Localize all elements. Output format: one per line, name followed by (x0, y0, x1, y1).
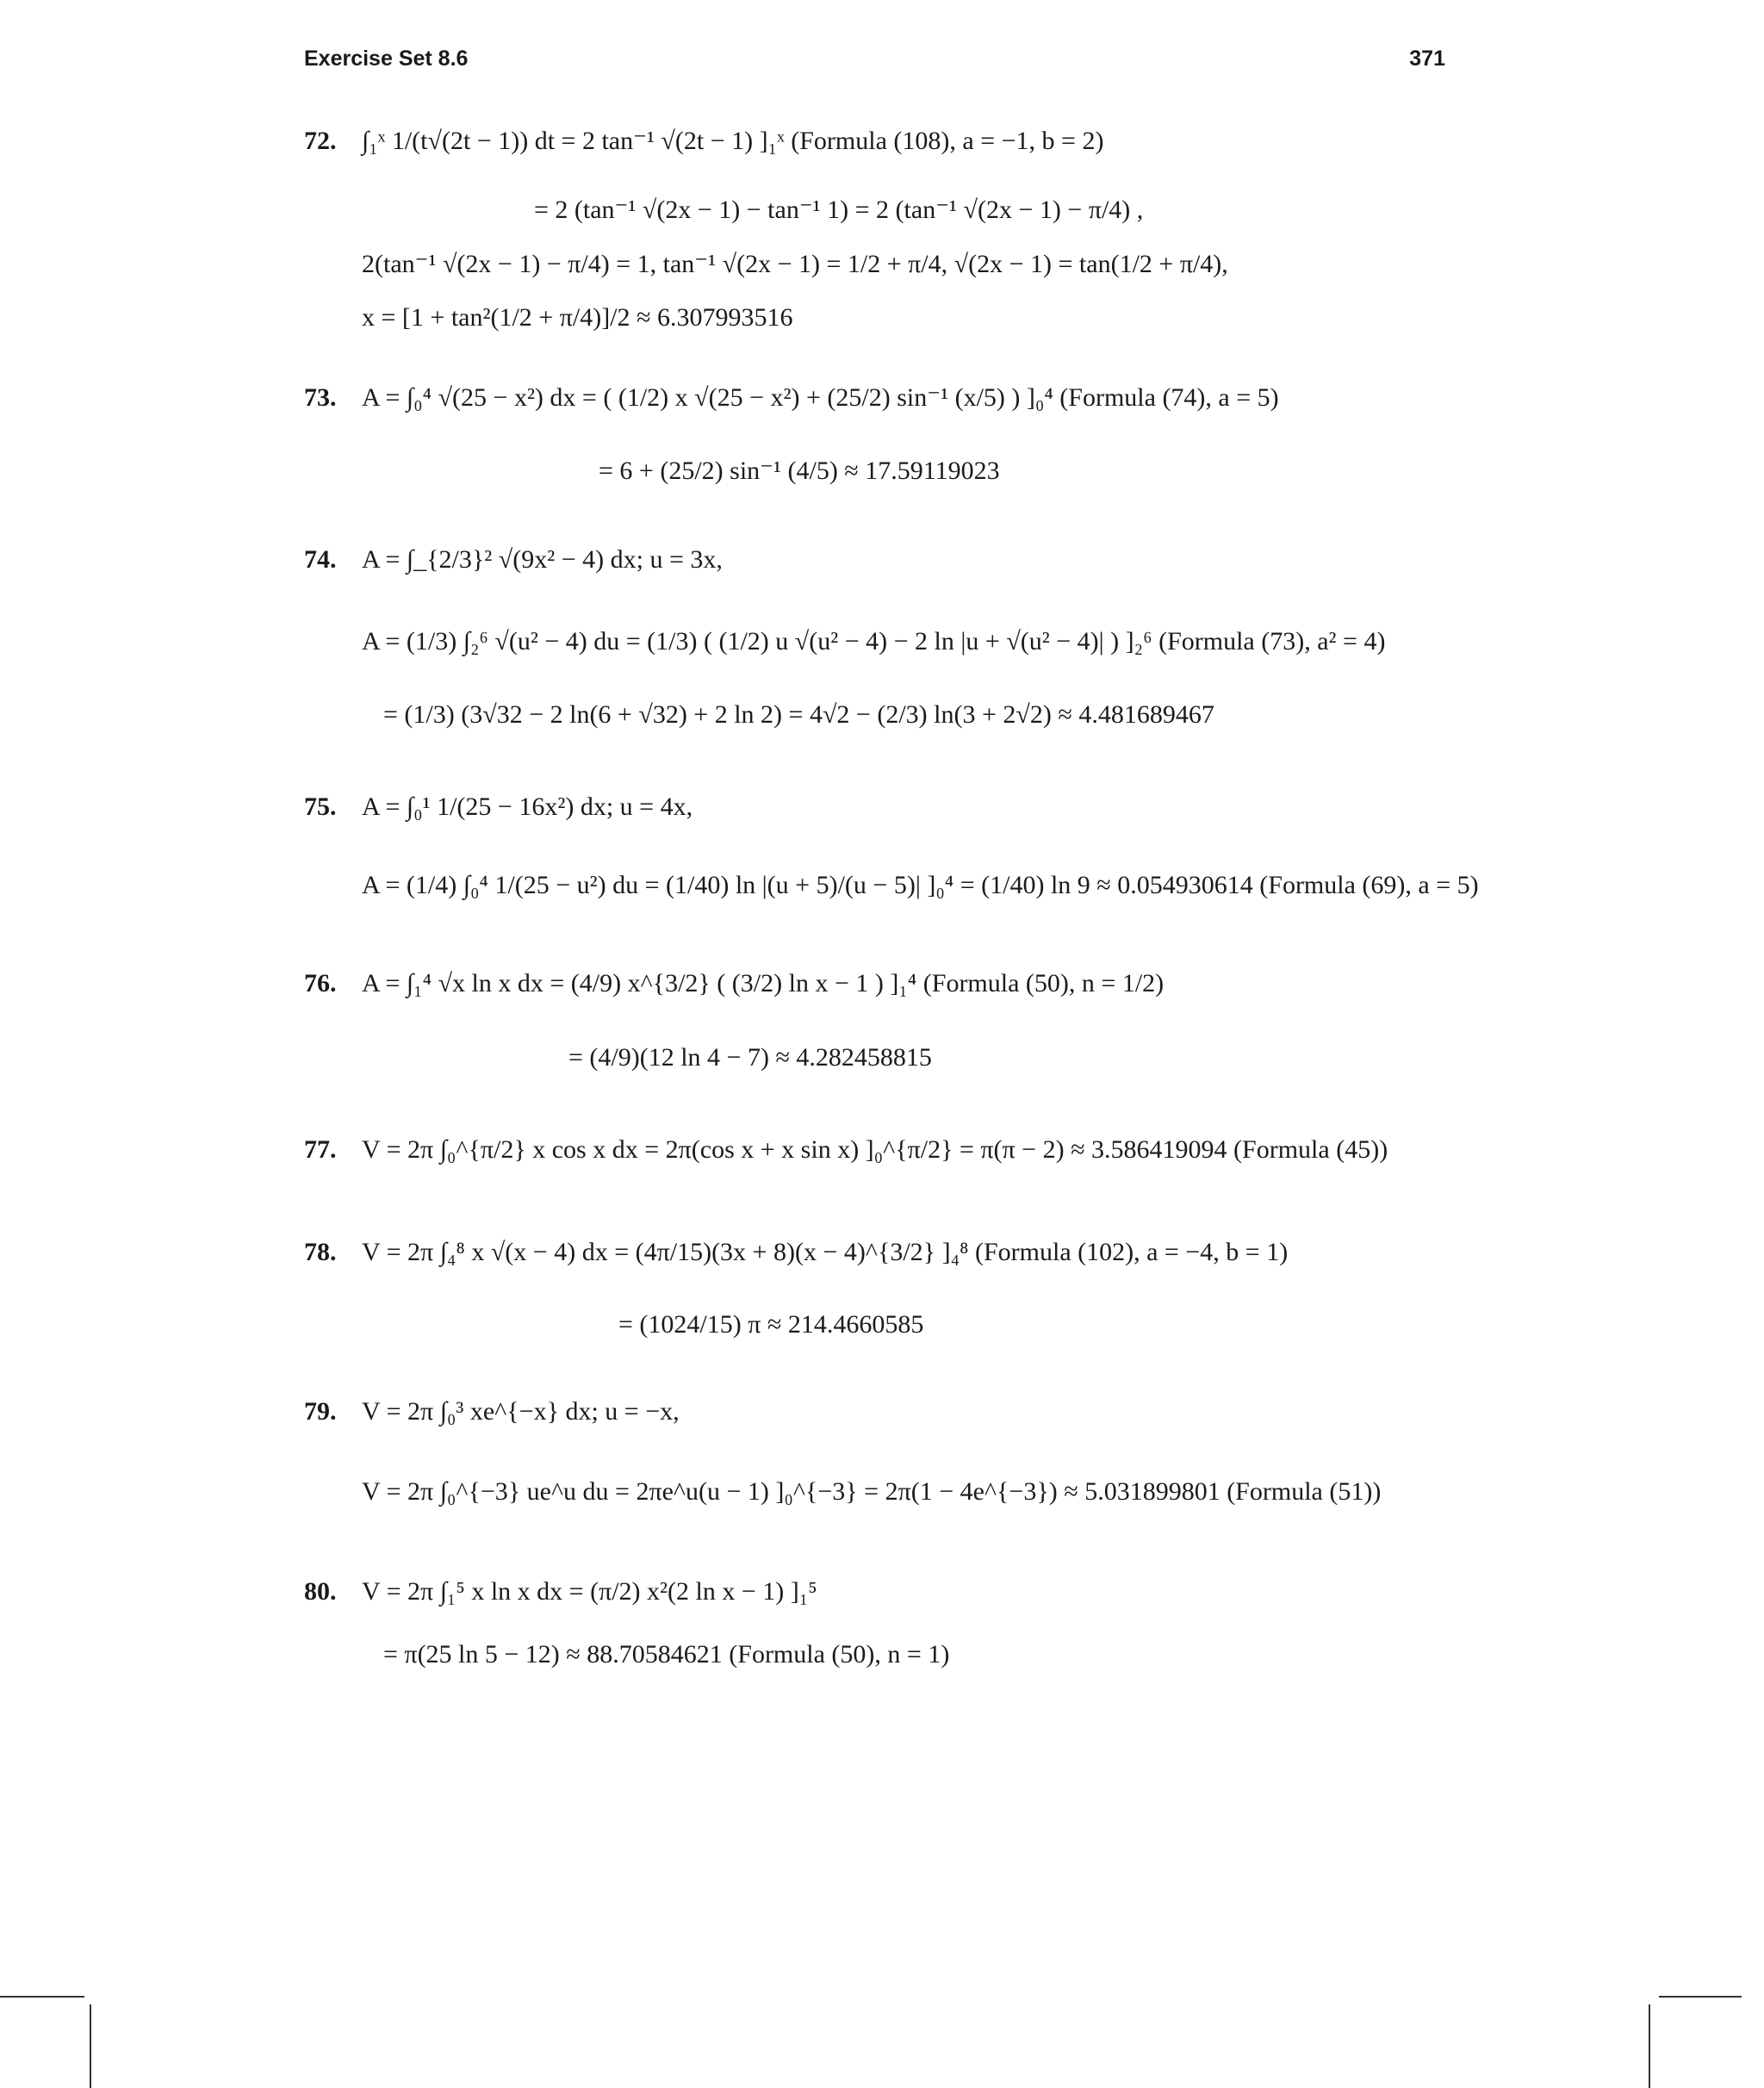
exercise-number: 77. (304, 1135, 337, 1164)
page-header (304, 47, 1445, 81)
equation-line: V = 2π ∫₁⁵ x ln x dx = (π/2) x²(2 ln x − 1) ]₁⁵ (362, 1577, 817, 1606)
crop-mark (1649, 2004, 1650, 2088)
equation-line: = (1/3) (3√32 − 2 ln(6 + √32) + 2 ln 2) = 4√2 − (2/3) ln(3 + 2√2) ≈ 4.481689467 (383, 700, 1214, 729)
exercise-number: 79. (304, 1397, 337, 1426)
equation-line: A = ∫₀¹ 1/(25 − 16x²) dx; u = 4x, (362, 792, 693, 821)
equation-line: ∫₁ˣ 1/(t√(2t − 1)) dt = 2 tan⁻¹ √(2t − 1) ]₁ˣ (Formula (108), a = −1, b = 2) (362, 127, 1104, 155)
crop-mark (1659, 1996, 1742, 1998)
equation-line: A = (1/4) ∫₀⁴ 1/(25 − u²) du = (1/40) ln |(u + 5)/(u − 5)| ]₀⁴ = (1/40) ln 9 ≈ 0.054930614 (Formula (69), a = 5) (362, 871, 1479, 899)
exercise-number: 75. (304, 792, 337, 821)
equation-line: A = ∫_{2/3}² √(9x² − 4) dx; u = 3x, (362, 545, 723, 574)
exercise-number: 76. (304, 969, 337, 997)
equation-line: = π(25 ln 5 − 12) ≈ 88.70584621 (Formula (50), n = 1) (383, 1640, 950, 1669)
crop-mark (90, 2004, 91, 2088)
equation-line: A = (1/3) ∫₂⁶ √(u² − 4) du = (1/3) ( (1/2) u √(u² − 4) − 2 ln |u + √(u² − 4)| ) ]₂⁶ (Formula (73), a² = 4) (362, 627, 1386, 656)
equation-line: = 2 (tan⁻¹ √(2x − 1) − tan⁻¹ 1) = 2 (tan⁻¹ √(2x − 1) − π/4) , (534, 196, 1144, 224)
exercise-number: 80. (304, 1577, 337, 1606)
exercise-number: 74. (304, 545, 337, 574)
equation-line: 2(tan⁻¹ √(2x − 1) − π/4) = 1, tan⁻¹ √(2x − 1) = 1/2 + π/4, √(2x − 1) = tan(1/2 + π/4), (362, 250, 1228, 278)
crop-mark (0, 1996, 84, 1998)
exercise-number: 73. (304, 383, 337, 412)
equation-line: = (1024/15) π ≈ 214.4660585 (618, 1310, 924, 1339)
equation-line: V = 2π ∫₄⁸ x √(x − 4) dx = (4π/15)(3x + 8)(x − 4)^{3/2} ]₄⁸ (Formula (102), a = −4, b = 1) (362, 1238, 1289, 1266)
equation-line: = (4/9)(12 ln 4 − 7) ≈ 4.282458815 (568, 1043, 932, 1072)
exercise-number: 72. (304, 127, 337, 155)
section-title: Exercise Set 8.6 (304, 47, 469, 71)
equation-line: V = 2π ∫₀^{−3} ue^u du = 2πe^u(u − 1) ]₀^{−3} = 2π(1 − 4e^{−3}) ≈ 5.031899801 (Formula (51)) (362, 1477, 1382, 1506)
equation-line: x = [1 + tan²(1/2 + π/4)]/2 ≈ 6.307993516 (362, 303, 793, 332)
equation-line: A = ∫₀⁴ √(25 − x²) dx = ( (1/2) x √(25 − x²) + (25/2) sin⁻¹ (x/5) ) ]₀⁴ (Formula (74), a = 5) (362, 383, 1279, 412)
equation-line: V = 2π ∫₀³ xe^{−x} dx; u = −x, (362, 1397, 680, 1426)
equation-line: A = ∫₁⁴ √x ln x dx = (4/9) x^{3/2} ( (3/2) ln x − 1 ) ]₁⁴ (Formula (50), n = 1/2) (362, 969, 1165, 997)
exercise-number: 78. (304, 1238, 337, 1266)
equation-line: V = 2π ∫₀^{π/2} x cos x dx = 2π(cos x + x sin x) ]₀^{π/2} = π(π − 2) ≈ 3.586419094 (Formula (45)) (362, 1135, 1388, 1164)
equation-line: = 6 + (25/2) sin⁻¹ (4/5) ≈ 17.59119023 (599, 457, 1000, 485)
page-number: 371 (1409, 47, 1445, 71)
